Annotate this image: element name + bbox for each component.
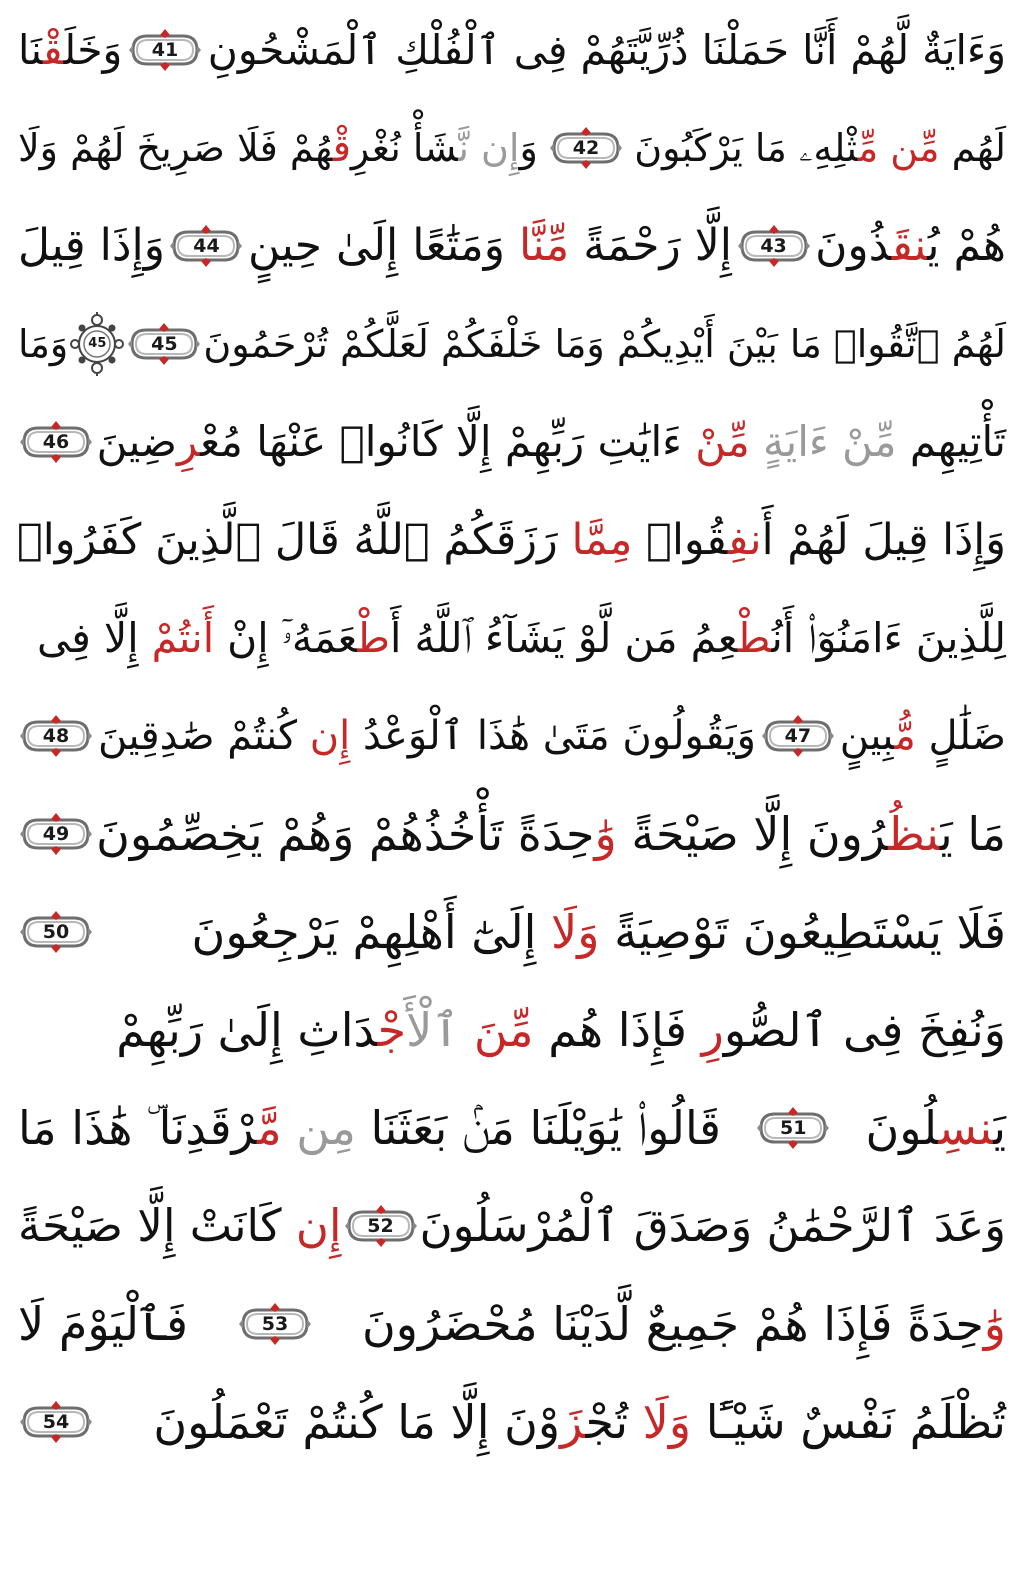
verse-text: نَا bbox=[18, 26, 43, 74]
ayah-number-marker bbox=[343, 1204, 419, 1248]
verse-text: ثْلِهِۦ مَا يَرْكَبُونَ bbox=[634, 126, 858, 170]
verse-text: وَيَقُولُونَ مَتَىٰ هَٰذَا ٱلْوَعْدُ bbox=[350, 713, 756, 759]
ayah-number-marker bbox=[18, 714, 94, 758]
ayah-number: 44 bbox=[193, 235, 220, 257]
ayah-number-marker bbox=[18, 910, 94, 954]
verse-run bbox=[815, 198, 1006, 294]
ayah-number: 41 bbox=[151, 39, 179, 61]
verse-text: لُونَ bbox=[865, 1101, 939, 1155]
verse-text: قُوا۟ bbox=[632, 515, 728, 565]
verse-run bbox=[18, 1276, 188, 1372]
verse-run bbox=[208, 2, 1006, 98]
verse-text: فَٱلْيَوْمَ لَا bbox=[18, 1297, 188, 1351]
ayah-number-marker bbox=[755, 1106, 831, 1150]
text-line bbox=[18, 492, 1006, 588]
tajweed-highlight: قْ bbox=[42, 26, 64, 74]
tajweed-highlight: مِّنَ bbox=[459, 1003, 534, 1057]
ayah-number-marker bbox=[18, 812, 94, 856]
verse-text: ءَايَٰتِ رَبِّهِمْ إِلَّا كَانُوا۟ عَنْهَا مُعْ bbox=[200, 417, 696, 466]
tajweed-highlight: وَ bbox=[594, 807, 617, 861]
verse-text: دَاثِ إِلَىٰ رَبِّهِمْ bbox=[116, 1003, 378, 1057]
tajweed-highlight: قْ bbox=[332, 126, 351, 170]
verse-run bbox=[192, 884, 1006, 980]
verse-run bbox=[18, 1178, 341, 1274]
tajweed-highlight: إِن bbox=[309, 713, 351, 759]
verse-run bbox=[634, 100, 1006, 196]
tajweed-highlight: إِن bbox=[295, 1199, 342, 1252]
tajweed-highlight: رِ bbox=[176, 417, 201, 466]
verse-text: كُنتُمْ صَٰدِقِينَ bbox=[97, 713, 310, 759]
ayah-number: 53 bbox=[261, 1313, 289, 1335]
verse-text: تُظْلَمُ نَفْسٌ شَيْـًٔا bbox=[691, 1395, 1006, 1449]
tajweed-highlight: رِ bbox=[701, 1003, 724, 1057]
verse-text: رُونَ إِلَّا صَيْحَةً bbox=[616, 807, 889, 861]
verse-text: إِلَىٰٓ أَهْلِهِمْ يَرْجِعُونَ bbox=[191, 905, 551, 959]
ayah-number-marker bbox=[760, 714, 836, 758]
tajweed-highlight: وَٰ bbox=[983, 1297, 1006, 1351]
verse-text: يَ bbox=[993, 1101, 1006, 1155]
silent-letters: مِن bbox=[281, 1101, 356, 1155]
ayah-number: 51 bbox=[779, 1117, 807, 1139]
tajweed-highlight: نفِ bbox=[727, 515, 762, 565]
verse-text: وَ bbox=[519, 126, 538, 170]
text-line bbox=[18, 198, 1006, 294]
text-line bbox=[18, 100, 1006, 196]
ayah-number-marker bbox=[18, 420, 94, 464]
tajweed-highlight: أَنتُمْ bbox=[151, 614, 215, 662]
verse-text: ٰحِدَةً تَأْخُذُهُمْ وَهُمْ يَخِصِّمُونَ bbox=[96, 807, 595, 861]
tajweed-highlight: وَلَا bbox=[642, 1395, 692, 1449]
verse-run bbox=[18, 198, 165, 294]
verse-text: هُمْ يُ bbox=[927, 220, 1006, 271]
ayah-number: 46 bbox=[42, 431, 70, 453]
verse-text: شَأْ نُغْرِ bbox=[350, 126, 459, 170]
verse-text: وَخَلَ bbox=[63, 26, 123, 74]
ayah-number: 42 bbox=[572, 137, 600, 159]
verse-text: ضِينَ bbox=[96, 417, 177, 466]
verse-run bbox=[97, 394, 1006, 490]
ayah-number-marker bbox=[126, 322, 202, 366]
text-line bbox=[18, 786, 1006, 882]
tajweed-highlight: طْ bbox=[357, 614, 391, 662]
verse-text: لَهُم bbox=[939, 126, 1006, 170]
ayah-number-marker bbox=[736, 224, 812, 268]
tajweed-highlight: زَ bbox=[560, 1395, 586, 1449]
verse-text: وَإِذَا قِيلَ لَهُمْ أَ bbox=[761, 515, 1006, 565]
ayah-number: 45 bbox=[151, 333, 178, 355]
tajweed-highlight: مَّ bbox=[256, 1101, 282, 1155]
text-line bbox=[18, 2, 1006, 98]
verse-text: إِلَّا فِى bbox=[37, 614, 152, 662]
ayah-number: 50 bbox=[42, 921, 70, 943]
verse-text: مَا يَ bbox=[939, 807, 1006, 861]
verse-text: لَهُمُ ٱتَّقُوا۟ مَا بَيْنَ أَيْدِيكُمْ وَمَا خَلْفَكُمْ لَعَلَّكُمْ تُرْحَمُونَ bbox=[203, 322, 1006, 366]
tajweed-highlight: مُّ bbox=[894, 713, 916, 759]
text-line bbox=[18, 982, 1006, 1078]
silent-letters: ٱلْأَ bbox=[406, 1003, 460, 1057]
text-line bbox=[18, 1080, 1006, 1176]
verse-run bbox=[18, 100, 538, 196]
verse-text: تَأْتِيهِم bbox=[896, 417, 1006, 466]
tajweed-highlight: مِمَّا bbox=[571, 515, 633, 565]
verse-text: هُمْ فَلَا صَرِيخَ لَهُمْ وَلَا bbox=[18, 126, 333, 170]
ayah-number: 43 bbox=[760, 235, 787, 257]
verse-run bbox=[248, 198, 732, 294]
text-line bbox=[18, 1276, 1006, 1372]
ayah-number: 48 bbox=[42, 725, 70, 747]
text-line bbox=[18, 394, 1006, 490]
verse-run bbox=[98, 688, 756, 784]
verse-run bbox=[96, 786, 1006, 882]
verse-text: رَزَقَكُمُ ٱللَّهُ قَالَ ٱلَّذِينَ كَفَرُوا۟ bbox=[16, 515, 572, 565]
verse-text: لِلَّذِينَ ءَامَنُوٓا۟ أَنُ bbox=[771, 614, 1006, 662]
text-line bbox=[18, 884, 1006, 980]
verse-text: وَمَا bbox=[18, 322, 69, 366]
verse-text: ذُونَ bbox=[815, 220, 892, 271]
verse-run bbox=[420, 1178, 1006, 1274]
verse-run bbox=[37, 590, 1006, 686]
verse-run bbox=[18, 296, 68, 392]
verse-text: إِلَّا رَحْمَةً bbox=[569, 220, 733, 271]
ayah-number-marker bbox=[548, 126, 624, 170]
tajweed-highlight: مِّنَّا bbox=[518, 220, 570, 271]
ayah-number: 52 bbox=[367, 1215, 394, 1237]
tajweed-highlight: وَلَا bbox=[551, 905, 600, 959]
tajweed-highlight: مِّن مِّ bbox=[857, 126, 940, 170]
verse-text: بِينٍ bbox=[839, 713, 895, 759]
verse-text: حِدَةً فَإِذَا هُمْ جَمِيعٌ لَّدَيْنَا مُحْضَرُونَ bbox=[361, 1297, 984, 1351]
text-line bbox=[18, 1178, 1006, 1274]
verse-run bbox=[17, 492, 1006, 588]
tajweed-highlight: مِّنْ bbox=[695, 417, 750, 466]
verse-text: ضَلَٰلٍ bbox=[915, 713, 1006, 759]
ayah-number: 49 bbox=[42, 823, 70, 845]
tajweed-highlight: نسِ bbox=[938, 1101, 994, 1155]
verse-run bbox=[116, 982, 1006, 1078]
verse-text: عِمُ مَن لَّوْ يَشَآءُ ٱللَّهُ أَ bbox=[390, 614, 738, 662]
verse-text: وَنُفِخَ فِى ٱلصُّو bbox=[723, 1003, 1006, 1057]
verse-text: فَلَا يَسْتَطِيعُونَ تَوْصِيَةً bbox=[599, 905, 1006, 959]
verse-text: وَإِذَا قِيلَ bbox=[18, 220, 165, 271]
verse-text: عَمَهُۥٓ إِنْ bbox=[214, 614, 358, 662]
ayah-number-marker bbox=[237, 1302, 313, 1346]
text-line bbox=[18, 296, 1006, 392]
verse-run bbox=[153, 1374, 1006, 1470]
verse-run bbox=[840, 688, 1006, 784]
verse-text: تُجْ bbox=[585, 1395, 643, 1449]
text-line bbox=[18, 590, 1006, 686]
verse-run bbox=[203, 296, 1006, 392]
verse-text: وْنَ إِلَّا مَا كُنتُمْ تَعْمَلُونَ bbox=[153, 1395, 561, 1449]
hizb-marker-number: 45 bbox=[88, 336, 107, 351]
silent-letters: إِن نَّ bbox=[458, 126, 520, 170]
verse-text: وَءَايَةٌ لَّهُمْ أَنَّا حَمَلْنَا ذُرِّيَّتَهُمْ فِى ٱلْفُلْكِ ٱلْمَشْحُونِ bbox=[207, 26, 1006, 74]
ayah-number: 47 bbox=[784, 725, 812, 747]
tajweed-highlight: جْ bbox=[377, 1003, 407, 1057]
verse-text: وَعَدَ ٱلرَّحْمَٰنُ وَصَدَقَ ٱلْمُرْسَلُونَ bbox=[419, 1199, 1006, 1252]
ayah-number-marker bbox=[127, 28, 203, 72]
tajweed-highlight: نقَ bbox=[891, 220, 928, 271]
tajweed-highlight: نظُ bbox=[888, 807, 940, 861]
verse-run bbox=[865, 1080, 1006, 1176]
ayah-number-marker bbox=[168, 224, 244, 268]
verse-run bbox=[18, 1080, 721, 1176]
verse-run bbox=[362, 1276, 1006, 1372]
ayah-number: 54 bbox=[42, 1411, 70, 1433]
ayah-number-marker bbox=[18, 1400, 94, 1444]
verse-text: فَإِذَا هُم bbox=[533, 1003, 702, 1057]
text-line bbox=[18, 1374, 1006, 1470]
text-line bbox=[18, 688, 1006, 784]
verse-run bbox=[18, 2, 122, 98]
verse-text: رْقَدِنَا ۜ هَٰذَا مَا bbox=[18, 1101, 257, 1155]
verse-text: كَانَتْ إِلَّا صَيْحَةً bbox=[18, 1199, 296, 1252]
verse-text: قَالُوا۟ يَٰوَيْلَنَا مَنۢ بَعَثَنَا bbox=[355, 1101, 721, 1155]
silent-letters: مِّنْ ءَايَةٍ bbox=[749, 417, 897, 466]
tajweed-highlight: طْ bbox=[737, 614, 772, 662]
hizb-quarter-marker bbox=[69, 312, 125, 376]
verse-text: وَمَتَٰعًا إِلَىٰ حِينٍ bbox=[248, 220, 519, 271]
